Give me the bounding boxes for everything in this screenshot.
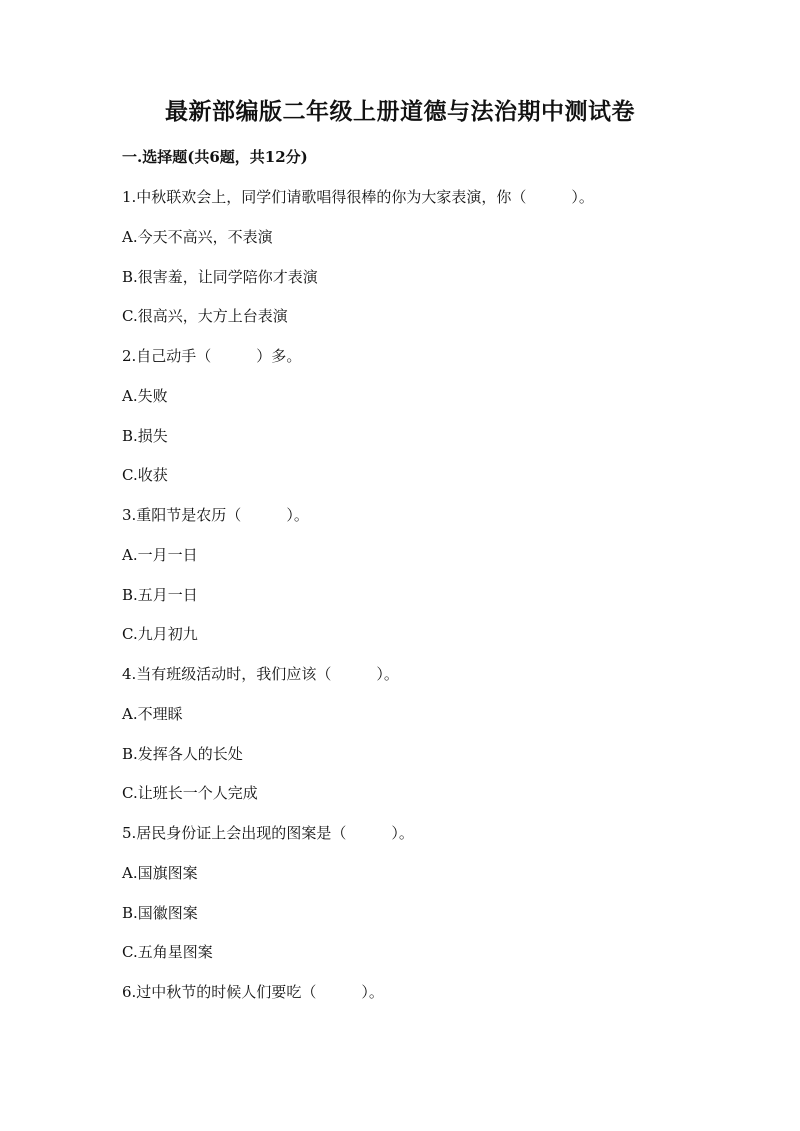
section-heading: 一.选择题(共6题，共12分) — [122, 148, 308, 166]
question-4-option-b: B.发挥各人的长处 — [122, 744, 243, 763]
question-3-option-a: A.一月一日 — [122, 545, 198, 564]
question-2: 2.自己动手（ ）多。 — [122, 347, 302, 365]
question-5-option-a: A.国旗图案 — [122, 863, 198, 882]
question-4: 4.当有班级活动时，我们应该（ ）。 — [122, 665, 399, 683]
question-2-option-a: A.失败 — [122, 386, 168, 405]
question-2-option-b: B.损失 — [122, 426, 168, 445]
question-6: 6.过中秋节的时候人们要吃（ ）。 — [122, 983, 384, 1001]
question-3-option-c: C.九月初九 — [122, 625, 198, 644]
question-1-option-b: B.很害羞，让同学陪你才表演 — [122, 267, 318, 286]
question-4-option-a: A.不理睬 — [122, 704, 183, 723]
question-3-option-b: B.五月一日 — [122, 585, 198, 604]
question-1: 1.中秋联欢会上，同学们请歌唱得很棒的你为大家表演，你（ ）。 — [122, 188, 594, 206]
question-5-option-c: C.五角星图案 — [122, 943, 213, 962]
question-5: 5.居民身份证上会出现的图案是（ ）。 — [122, 824, 414, 842]
question-3: 3.重阳节是农历（ ）。 — [122, 506, 309, 524]
question-1-option-a: A.今天不高兴，不表演 — [122, 227, 273, 246]
question-4-option-c: C.让班长一个人完成 — [122, 784, 258, 803]
exam-title: 最新部编版二年级上册道德与法治期中测试卷 — [165, 98, 635, 125]
question-5-option-b: B.国徽图案 — [122, 903, 198, 922]
question-2-option-c: C.收获 — [122, 466, 168, 485]
question-list — [122, 185, 722, 1020]
question-1-option-c: C.很高兴，大方上台表演 — [122, 307, 288, 326]
